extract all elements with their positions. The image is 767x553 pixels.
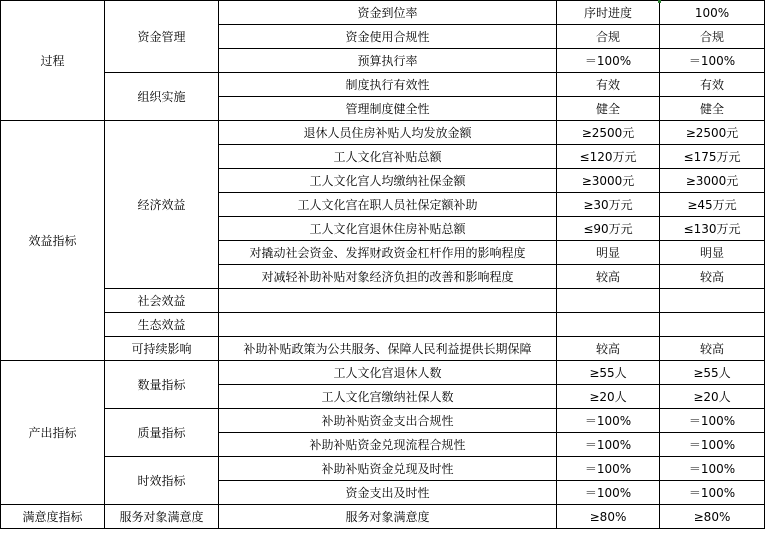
level1-category: 满意度指标 xyxy=(1,505,105,529)
target-value-1: ≥80% xyxy=(557,505,660,529)
target-value-2 xyxy=(660,289,765,313)
table-row xyxy=(1,457,765,481)
table-row xyxy=(1,505,765,529)
target-value-2: ≥45万元 xyxy=(660,193,765,217)
table-row xyxy=(1,73,765,97)
indicator-name: 补助补贴资金支出合规性 xyxy=(219,409,557,433)
target-value-1 xyxy=(557,313,660,337)
level2-category: 可持续影响 xyxy=(105,337,219,361)
table-row xyxy=(1,337,765,361)
target-value-2: 100% xyxy=(660,1,765,25)
indicator-name: 退休人员住房补贴人均发放金额 xyxy=(219,121,557,145)
level2-category: 质量指标 xyxy=(105,409,219,457)
indicator-name: 工人文化宫补贴总额 xyxy=(219,145,557,169)
target-value-1: ≤90万元 xyxy=(557,217,660,241)
indicator-name: 服务对象满意度 xyxy=(219,505,557,529)
indicator-name: 制度执行有效性 xyxy=(219,73,557,97)
target-value-2: 明显 xyxy=(660,241,765,265)
indicator-name: 工人文化宫退休住房补贴总额 xyxy=(219,217,557,241)
target-value-1: ≤120万元 xyxy=(557,145,660,169)
target-value-1: ≥3000元 xyxy=(557,169,660,193)
table-row xyxy=(1,361,765,385)
indicator-name: 预算执行率 xyxy=(219,49,557,73)
target-value-2: 健全 xyxy=(660,97,765,121)
cell-corner-marker xyxy=(658,0,661,3)
target-value-2: ≥20人 xyxy=(660,385,765,409)
indicator-name: 工人文化宫在职人员社保定额补助 xyxy=(219,193,557,217)
indicator-name xyxy=(219,313,557,337)
target-value-2: ≥80% xyxy=(660,505,765,529)
target-value-2: ≥55人 xyxy=(660,361,765,385)
target-value-2: ＝100% xyxy=(660,481,765,505)
target-value-2: ＝100% xyxy=(660,433,765,457)
indicator-name: 资金到位率 xyxy=(219,1,557,25)
indicator-name: 工人文化宫人均缴纳社保金额 xyxy=(219,169,557,193)
target-value-1: 较高 xyxy=(557,337,660,361)
target-value-2: ≤175万元 xyxy=(660,145,765,169)
table-row xyxy=(1,289,765,313)
indicator-name xyxy=(219,289,557,313)
level1-category: 产出指标 xyxy=(1,361,105,505)
target-value-1: 有效 xyxy=(557,73,660,97)
target-value-1: ≥2500元 xyxy=(557,121,660,145)
level2-category: 经济效益 xyxy=(105,121,219,289)
indicator-name: 补助补贴资金兑现及时性 xyxy=(219,457,557,481)
target-value-1: 明显 xyxy=(557,241,660,265)
target-value-1: 合规 xyxy=(557,25,660,49)
target-value-1: ＝100% xyxy=(557,409,660,433)
indicator-name: 工人文化宫退休人数 xyxy=(219,361,557,385)
target-value-1 xyxy=(557,289,660,313)
indicator-name: 对撬动社会资金、发挥财政资金杠杆作用的影响程度 xyxy=(219,241,557,265)
target-value-1: 健全 xyxy=(557,97,660,121)
indicator-name: 补助补贴政策为公共服务、保障人民利益提供长期保障 xyxy=(219,337,557,361)
indicator-name: 资金使用合规性 xyxy=(219,25,557,49)
table-row xyxy=(1,313,765,337)
target-value-1: 较高 xyxy=(557,265,660,289)
level2-category: 资金管理 xyxy=(105,1,219,73)
level2-category: 社会效益 xyxy=(105,289,219,313)
target-value-1: ＝100% xyxy=(557,481,660,505)
indicator-name: 补助补贴资金兑现流程合规性 xyxy=(219,433,557,457)
indicator-name: 工人文化宫缴纳社保人数 xyxy=(219,385,557,409)
target-value-2: 较高 xyxy=(660,265,765,289)
target-value-1: ＝100% xyxy=(557,49,660,73)
level2-category: 组织实施 xyxy=(105,73,219,121)
table-row xyxy=(1,121,765,145)
target-value-2: ＝100% xyxy=(660,457,765,481)
target-value-2: ≤130万元 xyxy=(660,217,765,241)
target-value-2: ＝100% xyxy=(660,409,765,433)
target-value-1: ≥55人 xyxy=(557,361,660,385)
target-value-2: ≥3000元 xyxy=(660,169,765,193)
indicator-name: 资金支出及时性 xyxy=(219,481,557,505)
table-row xyxy=(1,409,765,433)
level1-category: 过程 xyxy=(1,1,105,121)
target-value-2 xyxy=(660,313,765,337)
target-value-2: 有效 xyxy=(660,73,765,97)
table-row xyxy=(1,1,765,25)
level2-category: 服务对象满意度 xyxy=(105,505,219,529)
target-value-2: ＝100% xyxy=(660,49,765,73)
indicator-name: 管理制度健全性 xyxy=(219,97,557,121)
target-value-2: 合规 xyxy=(660,25,765,49)
target-value-1: ＝100% xyxy=(557,433,660,457)
target-value-1: ≥30万元 xyxy=(557,193,660,217)
indicator-name: 对减轻补助补贴对象经济负担的改善和影响程度 xyxy=(219,265,557,289)
level2-category: 生态效益 xyxy=(105,313,219,337)
target-value-1: ＝100% xyxy=(557,457,660,481)
target-value-1: 序时进度 xyxy=(557,1,660,25)
level2-category: 时效指标 xyxy=(105,457,219,505)
target-value-2: 较高 xyxy=(660,337,765,361)
target-value-2: ≥2500元 xyxy=(660,121,765,145)
level1-category: 效益指标 xyxy=(1,121,105,361)
target-value-1: ≥20人 xyxy=(557,385,660,409)
level2-category: 数量指标 xyxy=(105,361,219,409)
